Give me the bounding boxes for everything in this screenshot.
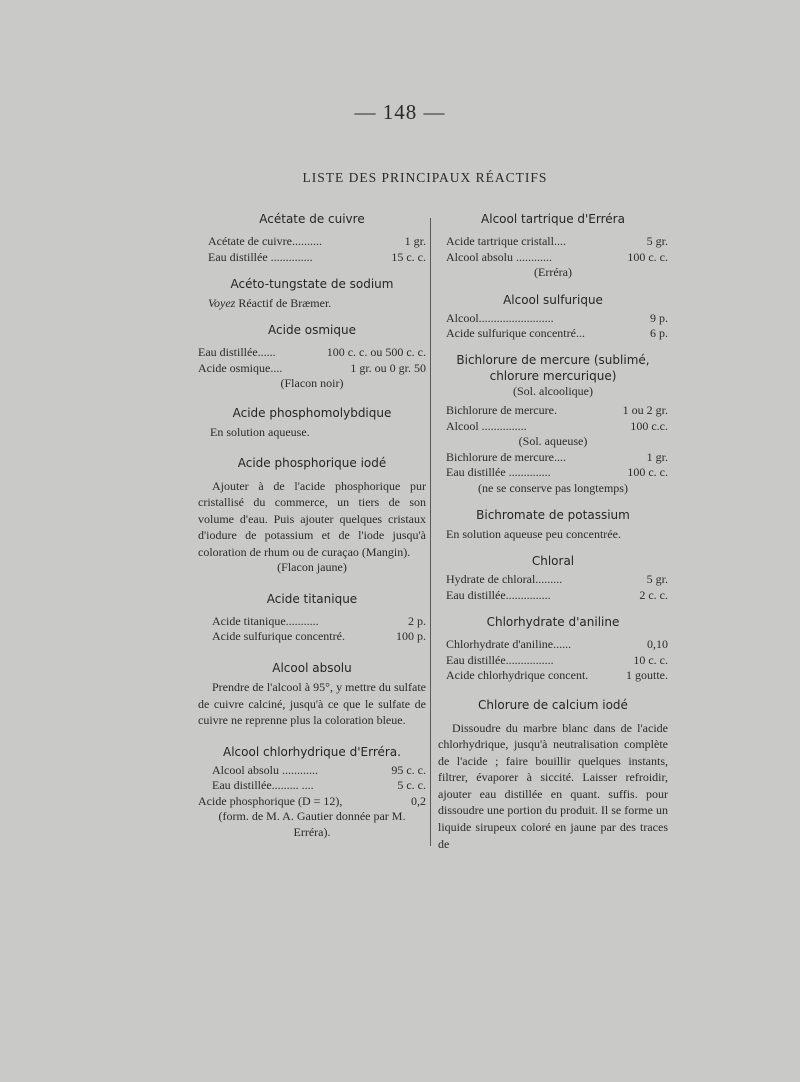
entry-acide-titanique xyxy=(198,588,426,645)
recipe-row xyxy=(438,250,668,266)
entry-note: (form. de M. A. Gautier donnée par M. Erréra). xyxy=(218,809,406,839)
entry-heading: Acide osmique xyxy=(268,323,356,337)
entry-note: (Flacon jaune) xyxy=(277,560,347,575)
entry-text: Ajouter à de l'acide phosphorique pur cristallisé du commerce, un tiers de son volume d'eau. Puis ajouter quelques cristaux d'iodure de potassium et de l'iode jusqu'à coloration de rhum ou de curaçao (Mangin). xyxy=(198,478,426,559)
recipe-value: 9 p. xyxy=(650,310,668,325)
voyez-text: Voyez xyxy=(208,296,236,310)
entry-alcool-absolu xyxy=(198,657,426,729)
recipe-row xyxy=(198,250,426,266)
recipe-row xyxy=(438,572,668,588)
entry-heading: Chloral xyxy=(531,554,575,568)
recipe-value: 0,2 xyxy=(411,793,426,808)
recipe-value: 10 c. c. xyxy=(633,652,668,667)
entry-heading: Alcool chlorhydrique d'Erréra. xyxy=(223,744,401,759)
recipe-label: Eau distillée .............. xyxy=(208,249,313,264)
recipe-row xyxy=(438,588,668,604)
reference-text: Réactif de Bræmer. xyxy=(235,296,332,310)
recipe-label: Alcool......................... xyxy=(446,310,554,325)
recipe-label: Bichlorure de mercure.... xyxy=(446,449,566,464)
entry-acetate-cuivre xyxy=(198,208,426,265)
entry-text xyxy=(198,295,426,311)
recipe-row xyxy=(438,668,668,684)
entry-subheading: (Sol. alcoolique) xyxy=(513,383,593,398)
entry-heading: Alcool absolu xyxy=(272,660,352,675)
recipe-row xyxy=(438,637,668,653)
recipe-row xyxy=(438,311,668,327)
recipe-value: 1 gr. ou 0 gr. 50 xyxy=(350,360,426,375)
recipe-value: 95 c. c. xyxy=(391,762,426,777)
recipe-value: 1 ou 2 gr. xyxy=(622,403,668,417)
entry-chlorure-calcium xyxy=(438,694,668,853)
recipe-label: Eau distillée............... xyxy=(446,587,551,602)
entry-chlorhydrate-aniline xyxy=(438,611,668,684)
recipe-value: 2 c. c. xyxy=(639,587,668,602)
recipe-value: 100 c.c. xyxy=(630,418,668,433)
recipe-label: Hydrate de chloral......... xyxy=(446,572,563,586)
recipe-label: Acide sulfurique concentré... xyxy=(446,326,585,340)
recipe-value: 15 c. c. xyxy=(391,249,426,264)
entry-heading: Alcool tartrique d'Erréra xyxy=(481,212,625,226)
entry-text: En solution aqueuse. xyxy=(210,424,310,439)
entry-note: (Erréra) xyxy=(534,265,572,279)
recipe-value: 6 p. xyxy=(650,326,668,340)
recipe-label: Alcool ............... xyxy=(446,418,527,433)
recipe-row xyxy=(438,234,668,250)
recipe-row xyxy=(198,794,426,810)
entry-aceto-tungstate xyxy=(198,273,426,311)
recipe-value: 5 gr. xyxy=(646,572,668,586)
recipe-label: Alcool absolu ............ xyxy=(212,762,318,777)
recipe-label: Alcool absolu ............ xyxy=(446,249,552,264)
recipe-label: Acide osmique.... xyxy=(198,360,283,375)
recipe-value: 100 c. c. xyxy=(627,465,668,479)
entry-acide-phosphorique-iode xyxy=(198,452,426,576)
entry-bichlorure-mercure xyxy=(438,352,668,497)
recipe-label: Eau distillée................ xyxy=(446,652,554,667)
entry-alcool-chlorhydrique xyxy=(198,741,426,841)
entry-heading: Bichromate de potassium xyxy=(476,508,630,522)
entry-text: Prendre de l'alcool à 95°, y mettre du sulfate de cuivre calciné, jusqu'à ce que le sulfate de cuivre ne reprenne plus la coloration bleue. xyxy=(198,679,426,728)
recipe-row xyxy=(438,403,668,419)
recipe-label: Eau distillée .............. xyxy=(446,465,551,479)
entry-note: (Flacon noir) xyxy=(280,376,344,390)
entry-text: En solution aqueuse peu concentrée. xyxy=(446,527,621,541)
recipe-value: 1 gr. xyxy=(646,449,668,464)
entry-alcool-sulfurique xyxy=(438,289,668,342)
page-title: LISTE DES PRINCIPAUX RÉACTIFS xyxy=(302,170,548,185)
recipe-value: 2 p. xyxy=(408,613,426,628)
left-column xyxy=(198,208,426,840)
recipe-row xyxy=(198,234,426,250)
entry-heading: Acétate de cuivre xyxy=(259,212,365,226)
recipe-label: Eau distillée...... xyxy=(198,345,276,359)
recipe-value: 5 c. c. xyxy=(397,778,426,793)
entry-subheading: (Sol. aqueuse) xyxy=(518,434,588,448)
entry-acide-phosphomolybdique xyxy=(198,402,426,440)
entry-heading: Chlorhydrate d'aniline xyxy=(486,615,620,629)
entry-alcool-tartrique xyxy=(438,208,668,281)
recipe-value: 0,10 xyxy=(647,637,668,651)
recipe-row xyxy=(198,361,426,377)
recipe-row xyxy=(438,450,668,466)
recipe-row xyxy=(198,345,426,361)
entry-chloral xyxy=(438,550,668,603)
entry-bichromate xyxy=(438,504,668,542)
recipe-row xyxy=(438,326,668,342)
recipe-row xyxy=(438,465,668,481)
recipe-label: Acide sulfurique concentré. xyxy=(212,629,345,644)
recipe-value: 100 c. c. ou 500 c. c. xyxy=(326,345,426,359)
recipe-row xyxy=(198,763,426,779)
entry-note: (ne se conserve pas longtemps) xyxy=(478,480,628,495)
entry-heading: Alcool sulfurique xyxy=(503,292,603,307)
entry-heading: Acide titanique xyxy=(266,591,358,606)
recipe-row xyxy=(438,419,668,435)
recipe-value: 1 gr. xyxy=(404,234,426,248)
column-divider xyxy=(430,218,431,846)
entry-heading: Chlorure de calcium iodé xyxy=(478,697,628,712)
recipe-value: 5 gr. xyxy=(646,234,668,248)
recipe-row xyxy=(198,614,426,630)
recipe-label: Acétate de cuivre.......... xyxy=(208,234,322,248)
recipe-row xyxy=(438,653,668,669)
recipe-label: Chlorhydrate d'aniline...... xyxy=(446,637,572,651)
entry-acide-osmique xyxy=(198,319,426,392)
recipe-row xyxy=(198,629,426,645)
entry-heading: Acide phosphorique iodé xyxy=(237,455,387,470)
recipe-row xyxy=(198,778,426,794)
recipe-value: 100 p. xyxy=(396,629,426,644)
recipe-label: Acide tartrique cristall.... xyxy=(446,234,566,248)
recipe-label: Bichlorure de mercure. xyxy=(446,403,557,417)
recipe-label: Acide chlorhydrique concent. xyxy=(446,668,589,682)
recipe-label: Acide titanique........... xyxy=(212,613,319,628)
page-number: — 148 — xyxy=(354,100,446,124)
recipe-value: 100 c. c. xyxy=(627,249,668,264)
recipe-value: 1 goutte. xyxy=(626,668,668,682)
right-column xyxy=(438,208,668,852)
entry-heading: Acéto-tungstate de sodium xyxy=(230,277,394,291)
recipe-label: Eau distillée......... .... xyxy=(212,778,314,793)
entry-heading: Acide phosphomolybdique xyxy=(232,405,392,420)
entry-text: Dissoudre du marbre blanc dans de l'acide chlorhydrique, jusqu'à neutralisation complète de l'acide ; faire bouillir quelques instants, filtrer, évaporer à siccité. Laisser refroidir, ajouter eau distillée en quant. suffis. pour dissoudre une portion du produit. Il se forme un liquide sirupeux coloré en jaune par des traces de xyxy=(438,720,668,851)
entry-heading: Bichlorure de mercure (sublimé, chlorure mercurique) xyxy=(456,352,650,383)
recipe-label: Acide phosphorique (D = 12), xyxy=(198,793,343,808)
